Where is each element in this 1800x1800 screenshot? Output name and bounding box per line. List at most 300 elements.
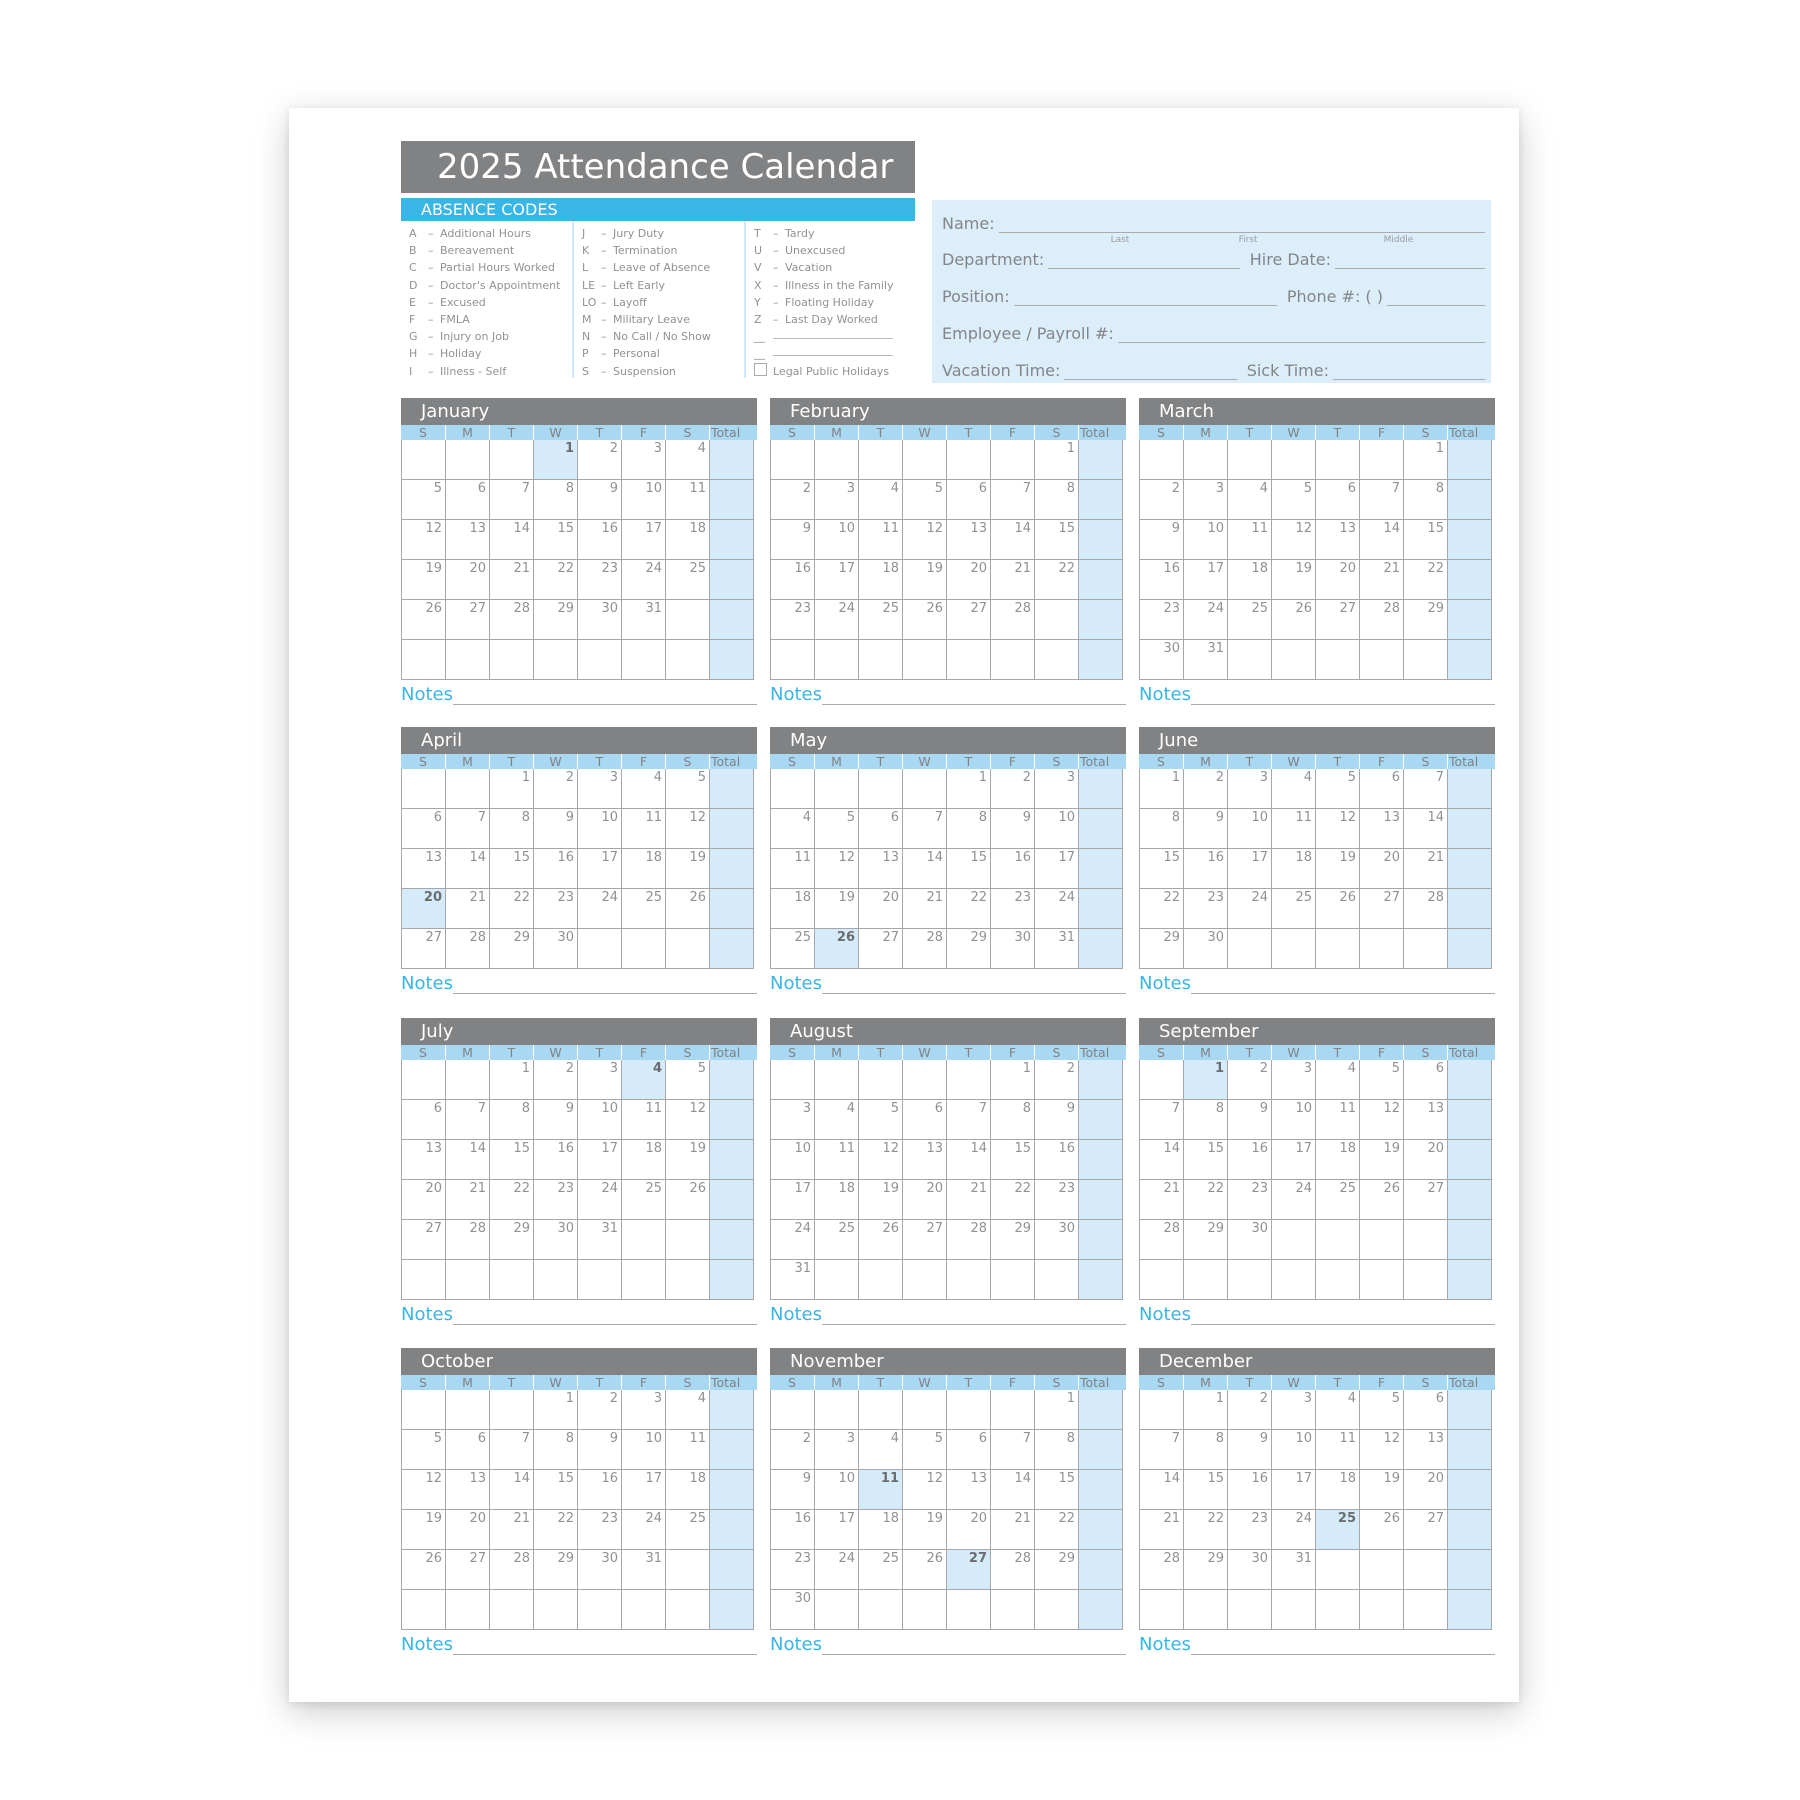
day-cell[interactable]: 24	[1272, 1510, 1316, 1550]
empty-day-cell[interactable]	[490, 640, 534, 680]
day-cell[interactable]: 20	[446, 560, 490, 600]
day-cell[interactable]: 13	[1316, 520, 1360, 560]
empty-day-cell[interactable]	[666, 1590, 710, 1630]
day-cell[interactable]: 11	[1228, 520, 1272, 560]
day-cell[interactable]: 8	[490, 809, 534, 849]
day-cell[interactable]: 6	[947, 1430, 991, 1470]
day-cell[interactable]: 15	[534, 1470, 578, 1510]
empty-day-cell[interactable]	[1184, 440, 1228, 480]
day-cell[interactable]: 22	[1404, 560, 1448, 600]
day-cell[interactable]: 3	[815, 1430, 859, 1470]
empty-day-cell[interactable]	[446, 1060, 490, 1100]
day-cell[interactable]: 13	[947, 1470, 991, 1510]
day-cell[interactable]: 5	[666, 769, 710, 809]
day-cell[interactable]: 19	[402, 560, 446, 600]
empty-day-cell[interactable]	[666, 640, 710, 680]
day-cell[interactable]: 10	[622, 480, 666, 520]
week-total-cell[interactable]	[1448, 929, 1492, 969]
notes-row[interactable]	[770, 1303, 1126, 1325]
day-cell[interactable]: 26	[666, 889, 710, 929]
day-cell[interactable]: 4	[1316, 1060, 1360, 1100]
day-cell[interactable]: 24	[578, 1180, 622, 1220]
week-total-cell[interactable]	[1079, 1140, 1123, 1180]
day-cell[interactable]: 28	[991, 1550, 1035, 1590]
day-cell[interactable]: 19	[1316, 849, 1360, 889]
day-cell[interactable]: 27	[1404, 1180, 1448, 1220]
custom-code-blank[interactable]	[754, 345, 915, 362]
day-cell[interactable]: 10	[1228, 809, 1272, 849]
day-cell[interactable]: 2	[991, 769, 1035, 809]
week-total-cell[interactable]	[1448, 809, 1492, 849]
day-cell[interactable]: 25	[815, 1220, 859, 1260]
week-total-cell[interactable]	[710, 1430, 754, 1470]
day-cell[interactable]: 26	[903, 600, 947, 640]
day-cell[interactable]: 26	[1316, 889, 1360, 929]
day-cell[interactable]: 8	[1140, 809, 1184, 849]
notes-row[interactable]	[1139, 683, 1495, 705]
day-cell[interactable]: 27	[1316, 600, 1360, 640]
day-cell[interactable]: 21	[1140, 1180, 1184, 1220]
week-total-cell[interactable]	[710, 929, 754, 969]
day-cell[interactable]: 9	[991, 809, 1035, 849]
day-cell[interactable]: 24	[771, 1220, 815, 1260]
week-total-cell[interactable]	[1448, 1260, 1492, 1300]
day-cell[interactable]: 17	[815, 560, 859, 600]
day-cell[interactable]: 3	[578, 769, 622, 809]
day-cell[interactable]: 20	[947, 1510, 991, 1550]
day-cell[interactable]: 3	[1272, 1060, 1316, 1100]
day-cell[interactable]: 1	[490, 1060, 534, 1100]
day-cell[interactable]: 1	[1140, 769, 1184, 809]
day-cell[interactable]: 14	[947, 1140, 991, 1180]
day-cell[interactable]: 20	[947, 560, 991, 600]
day-cell[interactable]: 14	[1404, 809, 1448, 849]
day-cell[interactable]: 21	[947, 1180, 991, 1220]
day-cell[interactable]: 26	[815, 929, 859, 969]
week-total-cell[interactable]	[1079, 480, 1123, 520]
day-cell[interactable]: 11	[622, 1100, 666, 1140]
empty-day-cell[interactable]	[947, 1060, 991, 1100]
day-cell[interactable]: 3	[1228, 769, 1272, 809]
day-cell[interactable]: 1	[490, 769, 534, 809]
day-cell[interactable]: 15	[1035, 1470, 1079, 1510]
empty-day-cell[interactable]	[947, 1390, 991, 1430]
empty-day-cell[interactable]	[771, 440, 815, 480]
empty-day-cell[interactable]	[1316, 1590, 1360, 1630]
day-cell[interactable]: 5	[1272, 480, 1316, 520]
empty-day-cell[interactable]	[446, 1590, 490, 1630]
day-cell[interactable]: 5	[1360, 1060, 1404, 1100]
notes-line[interactable]	[1191, 1638, 1495, 1655]
day-cell[interactable]: 5	[903, 1430, 947, 1470]
empty-day-cell[interactable]	[903, 1390, 947, 1430]
empty-day-cell[interactable]	[1404, 1260, 1448, 1300]
day-cell[interactable]: 2	[1035, 1060, 1079, 1100]
day-cell[interactable]: 22	[1035, 560, 1079, 600]
day-cell[interactable]: 11	[859, 520, 903, 560]
day-cell[interactable]: 22	[534, 1510, 578, 1550]
empty-day-cell[interactable]	[534, 1590, 578, 1630]
day-cell[interactable]: 31	[1035, 929, 1079, 969]
week-total-cell[interactable]	[710, 1100, 754, 1140]
empty-day-cell[interactable]	[1360, 1260, 1404, 1300]
week-total-cell[interactable]	[710, 440, 754, 480]
day-cell[interactable]: 28	[903, 929, 947, 969]
day-cell[interactable]: 17	[578, 849, 622, 889]
empty-day-cell[interactable]	[490, 1590, 534, 1630]
day-cell[interactable]: 5	[903, 480, 947, 520]
day-cell[interactable]: 12	[815, 849, 859, 889]
empty-day-cell[interactable]	[1140, 1260, 1184, 1300]
notes-row[interactable]	[401, 1633, 757, 1655]
day-cell[interactable]: 15	[1184, 1140, 1228, 1180]
week-total-cell[interactable]	[1079, 1550, 1123, 1590]
notes-line[interactable]	[453, 977, 757, 994]
day-cell[interactable]: 8	[1404, 480, 1448, 520]
day-cell[interactable]: 18	[622, 849, 666, 889]
day-cell[interactable]: 21	[490, 1510, 534, 1550]
day-cell[interactable]: 10	[1035, 809, 1079, 849]
day-cell[interactable]: 19	[815, 889, 859, 929]
day-cell[interactable]: 12	[1316, 809, 1360, 849]
day-cell[interactable]: 29	[1184, 1220, 1228, 1260]
day-cell[interactable]: 30	[534, 929, 578, 969]
day-cell[interactable]: 24	[1035, 889, 1079, 929]
day-cell[interactable]: 23	[578, 1510, 622, 1550]
day-cell[interactable]: 27	[402, 929, 446, 969]
day-cell[interactable]: 31	[622, 600, 666, 640]
day-cell[interactable]: 7	[446, 1100, 490, 1140]
day-cell[interactable]: 24	[1184, 600, 1228, 640]
notes-line[interactable]	[822, 977, 1126, 994]
day-cell[interactable]: 14	[991, 520, 1035, 560]
day-cell[interactable]: 1	[991, 1060, 1035, 1100]
day-cell[interactable]: 6	[1404, 1060, 1448, 1100]
day-cell[interactable]: 13	[446, 520, 490, 560]
empty-day-cell[interactable]	[1316, 440, 1360, 480]
week-total-cell[interactable]	[710, 889, 754, 929]
week-total-cell[interactable]	[1448, 1220, 1492, 1260]
day-cell[interactable]: 8	[1035, 1430, 1079, 1470]
day-cell[interactable]: 30	[1140, 640, 1184, 680]
day-cell[interactable]: 31	[622, 1550, 666, 1590]
week-total-cell[interactable]	[1448, 520, 1492, 560]
day-cell[interactable]: 21	[1404, 849, 1448, 889]
phone-field[interactable]	[1387, 289, 1485, 306]
day-cell[interactable]: 25	[666, 1510, 710, 1550]
day-cell[interactable]: 9	[534, 1100, 578, 1140]
day-cell[interactable]: 14	[446, 1140, 490, 1180]
empty-day-cell[interactable]	[446, 640, 490, 680]
empty-day-cell[interactable]	[622, 1220, 666, 1260]
empty-day-cell[interactable]	[859, 1060, 903, 1100]
empty-day-cell[interactable]	[1228, 929, 1272, 969]
day-cell[interactable]: 5	[666, 1060, 710, 1100]
empty-day-cell[interactable]	[1404, 640, 1448, 680]
day-cell[interactable]: 1	[1035, 1390, 1079, 1430]
day-cell[interactable]: 7	[1140, 1430, 1184, 1470]
day-cell[interactable]: 7	[947, 1100, 991, 1140]
day-cell[interactable]: 17	[1228, 849, 1272, 889]
day-cell[interactable]: 2	[534, 769, 578, 809]
day-cell[interactable]: 12	[859, 1140, 903, 1180]
day-cell[interactable]: 28	[1360, 600, 1404, 640]
day-cell[interactable]: 10	[578, 809, 622, 849]
week-total-cell[interactable]	[710, 1550, 754, 1590]
day-cell[interactable]: 3	[771, 1100, 815, 1140]
day-cell[interactable]: 5	[815, 809, 859, 849]
empty-day-cell[interactable]	[991, 1260, 1035, 1300]
day-cell[interactable]: 16	[578, 520, 622, 560]
empty-day-cell[interactable]	[1035, 640, 1079, 680]
notes-row[interactable]	[401, 972, 757, 994]
day-cell[interactable]: 29	[947, 929, 991, 969]
day-cell[interactable]: 29	[1140, 929, 1184, 969]
empty-day-cell[interactable]	[446, 1260, 490, 1300]
day-cell[interactable]: 4	[1228, 480, 1272, 520]
day-cell[interactable]: 30	[1035, 1220, 1079, 1260]
day-cell[interactable]: 17	[622, 1470, 666, 1510]
day-cell[interactable]: 1	[1184, 1060, 1228, 1100]
day-cell[interactable]: 31	[771, 1260, 815, 1300]
day-cell[interactable]: 22	[1140, 889, 1184, 929]
week-total-cell[interactable]	[1448, 889, 1492, 929]
day-cell[interactable]: 11	[1316, 1430, 1360, 1470]
empty-day-cell[interactable]	[1316, 640, 1360, 680]
day-cell[interactable]: 3	[815, 480, 859, 520]
day-cell[interactable]: 3	[578, 1060, 622, 1100]
day-cell[interactable]: 20	[1360, 849, 1404, 889]
empty-day-cell[interactable]	[534, 640, 578, 680]
day-cell[interactable]: 18	[859, 1510, 903, 1550]
day-cell[interactable]: 18	[1272, 849, 1316, 889]
day-cell[interactable]: 11	[1272, 809, 1316, 849]
day-cell[interactable]: 23	[1140, 600, 1184, 640]
empty-day-cell[interactable]	[815, 1260, 859, 1300]
empty-day-cell[interactable]	[859, 769, 903, 809]
day-cell[interactable]: 17	[578, 1140, 622, 1180]
day-cell[interactable]: 4	[666, 1390, 710, 1430]
week-total-cell[interactable]	[1079, 1260, 1123, 1300]
day-cell[interactable]: 26	[859, 1220, 903, 1260]
day-cell[interactable]: 2	[1228, 1390, 1272, 1430]
day-cell[interactable]: 23	[534, 1180, 578, 1220]
day-cell[interactable]: 21	[1140, 1510, 1184, 1550]
empty-day-cell[interactable]	[578, 929, 622, 969]
day-cell[interactable]: 27	[1404, 1510, 1448, 1550]
day-cell[interactable]: 19	[1360, 1140, 1404, 1180]
day-cell[interactable]: 23	[1184, 889, 1228, 929]
day-cell[interactable]: 28	[446, 929, 490, 969]
empty-day-cell[interactable]	[666, 929, 710, 969]
empty-day-cell[interactable]	[815, 640, 859, 680]
day-cell[interactable]: 31	[578, 1220, 622, 1260]
day-cell[interactable]: 25	[1316, 1510, 1360, 1550]
empty-day-cell[interactable]	[446, 1390, 490, 1430]
empty-day-cell[interactable]	[578, 640, 622, 680]
day-cell[interactable]: 14	[903, 849, 947, 889]
day-cell[interactable]: 7	[490, 1430, 534, 1470]
empty-day-cell[interactable]	[1404, 1550, 1448, 1590]
day-cell[interactable]: 27	[402, 1220, 446, 1260]
day-cell[interactable]: 16	[1228, 1470, 1272, 1510]
empty-day-cell[interactable]	[578, 1590, 622, 1630]
day-cell[interactable]: 15	[534, 520, 578, 560]
day-cell[interactable]: 7	[903, 809, 947, 849]
day-cell[interactable]: 28	[490, 1550, 534, 1590]
day-cell[interactable]: 2	[1140, 480, 1184, 520]
empty-day-cell[interactable]	[859, 1260, 903, 1300]
day-cell[interactable]: 26	[402, 1550, 446, 1590]
day-cell[interactable]: 27	[947, 600, 991, 640]
day-cell[interactable]: 19	[666, 849, 710, 889]
day-cell[interactable]: 30	[1228, 1220, 1272, 1260]
empty-day-cell[interactable]	[1228, 1260, 1272, 1300]
week-total-cell[interactable]	[1079, 440, 1123, 480]
day-cell[interactable]: 15	[991, 1140, 1035, 1180]
empty-day-cell[interactable]	[1228, 1590, 1272, 1630]
empty-day-cell[interactable]	[1272, 1220, 1316, 1260]
empty-day-cell[interactable]	[1404, 1220, 1448, 1260]
day-cell[interactable]: 22	[490, 889, 534, 929]
day-cell[interactable]: 25	[771, 929, 815, 969]
day-cell[interactable]: 28	[991, 600, 1035, 640]
week-total-cell[interactable]	[1448, 600, 1492, 640]
day-cell[interactable]: 24	[1228, 889, 1272, 929]
day-cell[interactable]: 4	[815, 1100, 859, 1140]
empty-day-cell[interactable]	[859, 1390, 903, 1430]
empty-day-cell[interactable]	[859, 640, 903, 680]
day-cell[interactable]: 28	[1140, 1220, 1184, 1260]
day-cell[interactable]: 2	[771, 480, 815, 520]
day-cell[interactable]: 17	[622, 520, 666, 560]
day-cell[interactable]: 26	[666, 1180, 710, 1220]
day-cell[interactable]: 19	[903, 1510, 947, 1550]
day-cell[interactable]: 6	[402, 1100, 446, 1140]
day-cell[interactable]: 21	[446, 1180, 490, 1220]
day-cell[interactable]: 18	[815, 1180, 859, 1220]
day-cell[interactable]: 10	[1272, 1430, 1316, 1470]
week-total-cell[interactable]	[1448, 1550, 1492, 1590]
week-total-cell[interactable]	[1079, 1430, 1123, 1470]
day-cell[interactable]: 20	[1404, 1140, 1448, 1180]
day-cell[interactable]: 12	[666, 809, 710, 849]
day-cell[interactable]: 8	[947, 809, 991, 849]
empty-day-cell[interactable]	[1404, 929, 1448, 969]
day-cell[interactable]: 27	[446, 1550, 490, 1590]
day-cell[interactable]: 2	[534, 1060, 578, 1100]
empty-day-cell[interactable]	[771, 769, 815, 809]
day-cell[interactable]: 20	[903, 1180, 947, 1220]
empty-day-cell[interactable]	[1140, 1590, 1184, 1630]
empty-day-cell[interactable]	[490, 1390, 534, 1430]
empty-day-cell[interactable]	[1404, 1590, 1448, 1630]
day-cell[interactable]: 12	[666, 1100, 710, 1140]
empty-day-cell[interactable]	[1035, 1590, 1079, 1630]
day-cell[interactable]: 19	[1360, 1470, 1404, 1510]
day-cell[interactable]: 23	[1228, 1180, 1272, 1220]
week-total-cell[interactable]	[1079, 889, 1123, 929]
day-cell[interactable]: 4	[622, 1060, 666, 1100]
day-cell[interactable]: 19	[859, 1180, 903, 1220]
empty-day-cell[interactable]	[1228, 640, 1272, 680]
day-cell[interactable]: 28	[446, 1220, 490, 1260]
day-cell[interactable]: 5	[1360, 1390, 1404, 1430]
day-cell[interactable]: 24	[622, 1510, 666, 1550]
hire-date-field[interactable]	[1335, 252, 1485, 269]
day-cell[interactable]: 19	[903, 560, 947, 600]
empty-day-cell[interactable]	[1272, 640, 1316, 680]
day-cell[interactable]: 1	[534, 1390, 578, 1430]
day-cell[interactable]: 8	[490, 1100, 534, 1140]
day-cell[interactable]: 9	[578, 1430, 622, 1470]
day-cell[interactable]: 13	[446, 1470, 490, 1510]
week-total-cell[interactable]	[1448, 769, 1492, 809]
empty-day-cell[interactable]	[402, 769, 446, 809]
day-cell[interactable]: 21	[490, 560, 534, 600]
empty-day-cell[interactable]	[1035, 1260, 1079, 1300]
day-cell[interactable]: 29	[534, 600, 578, 640]
empty-day-cell[interactable]	[1360, 440, 1404, 480]
empty-day-cell[interactable]	[991, 440, 1035, 480]
day-cell[interactable]: 3	[1035, 769, 1079, 809]
empty-day-cell[interactable]	[947, 440, 991, 480]
empty-day-cell[interactable]	[947, 640, 991, 680]
day-cell[interactable]: 10	[815, 520, 859, 560]
day-cell[interactable]: 29	[1035, 1550, 1079, 1590]
day-cell[interactable]: 20	[1316, 560, 1360, 600]
week-total-cell[interactable]	[710, 1260, 754, 1300]
day-cell[interactable]: 10	[815, 1470, 859, 1510]
day-cell[interactable]: 23	[1228, 1510, 1272, 1550]
notes-line[interactable]	[822, 688, 1126, 705]
day-cell[interactable]: 12	[1272, 520, 1316, 560]
notes-line[interactable]	[1191, 688, 1495, 705]
day-cell[interactable]: 8	[534, 480, 578, 520]
day-cell[interactable]: 7	[991, 1430, 1035, 1470]
day-cell[interactable]: 10	[622, 1430, 666, 1470]
notes-row[interactable]	[1139, 1303, 1495, 1325]
day-cell[interactable]: 12	[402, 1470, 446, 1510]
week-total-cell[interactable]	[710, 480, 754, 520]
day-cell[interactable]: 21	[1360, 560, 1404, 600]
week-total-cell[interactable]	[1079, 1590, 1123, 1630]
day-cell[interactable]: 30	[771, 1590, 815, 1630]
day-cell[interactable]: 6	[446, 480, 490, 520]
day-cell[interactable]: 4	[859, 480, 903, 520]
day-cell[interactable]: 25	[622, 889, 666, 929]
notes-line[interactable]	[453, 688, 757, 705]
day-cell[interactable]: 12	[402, 520, 446, 560]
day-cell[interactable]: 27	[1360, 889, 1404, 929]
day-cell[interactable]: 29	[490, 929, 534, 969]
empty-day-cell[interactable]	[859, 1590, 903, 1630]
day-cell[interactable]: 6	[446, 1430, 490, 1470]
day-cell[interactable]: 19	[1272, 560, 1316, 600]
empty-day-cell[interactable]	[622, 929, 666, 969]
day-cell[interactable]: 2	[1228, 1060, 1272, 1100]
empty-day-cell[interactable]	[490, 1260, 534, 1300]
day-cell[interactable]: 21	[991, 1510, 1035, 1550]
week-total-cell[interactable]	[710, 1060, 754, 1100]
empty-day-cell[interactable]	[771, 1390, 815, 1430]
empty-day-cell[interactable]	[815, 1060, 859, 1100]
week-total-cell[interactable]	[710, 1180, 754, 1220]
empty-day-cell[interactable]	[402, 1590, 446, 1630]
week-total-cell[interactable]	[1079, 1180, 1123, 1220]
empty-day-cell[interactable]	[402, 440, 446, 480]
day-cell[interactable]: 6	[947, 480, 991, 520]
